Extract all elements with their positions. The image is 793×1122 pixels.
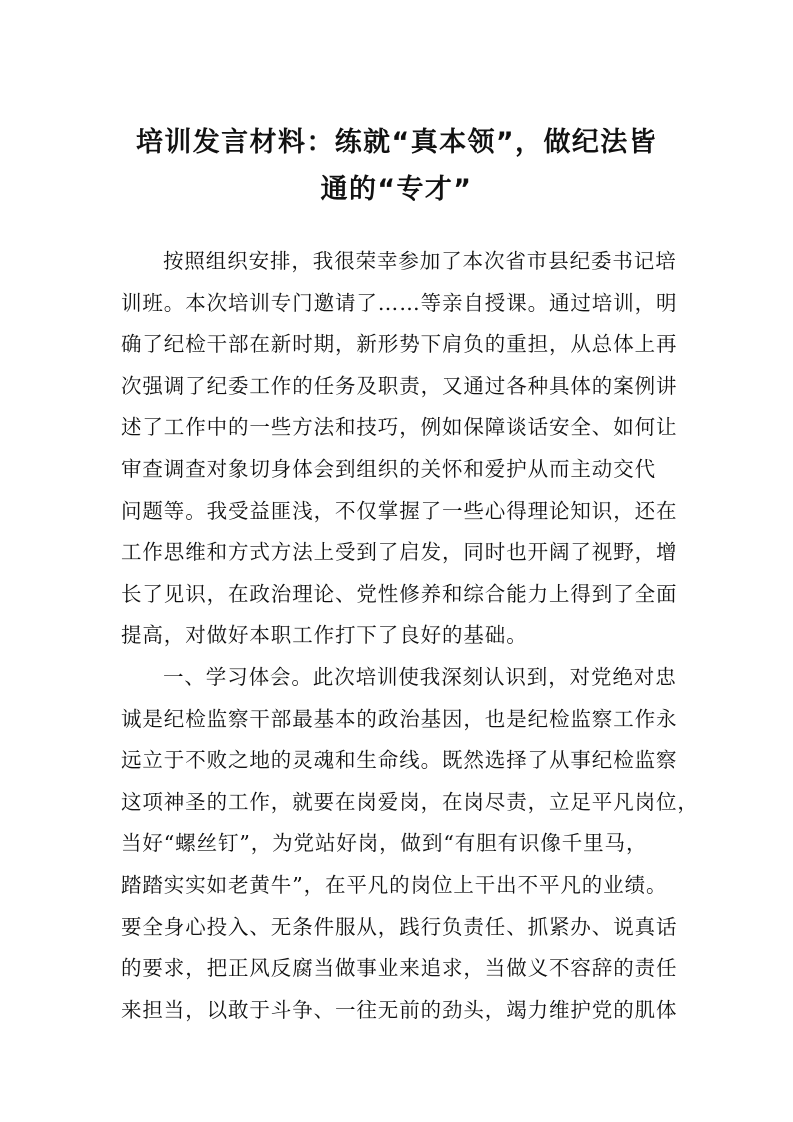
paragraph-section-1	[121, 657, 699, 1031]
text-line: 来担当，以敢于斗争、一往无前的劲头，竭力维护党的肌体	[121, 997, 678, 1022]
text-line: 按照组织安排，我很荣幸参加了本次省市县纪委书记培	[163, 249, 677, 273]
text-line: 一、学习体会。此次培训使我深刻认识到，对党绝对忠	[163, 664, 677, 689]
text-line: 工作思维和方式方法上受到了启发，同时也开阔了视野，增	[121, 540, 678, 565]
text-line: 次强调了纪委工作的任务及职责，又通过各种具体的案例讲	[121, 373, 678, 398]
text-line: 要全身心投入、无条件服从，践行负责任、抓紧办、说真话	[121, 914, 678, 939]
text-line: 远立于不败之地的灵魂和生命线。既然选择了从事纪检监察	[121, 748, 678, 773]
text-line: 诚是纪检监察干部最基本的政治基因，也是纪检监察工作永	[121, 706, 678, 731]
text-line: 确了纪检干部在新时期，新形势下肩负的重担，从总体上再	[121, 332, 678, 357]
text-line: 问题等。我受益匪浅，不仅掌握了一些心得理论知识，还在	[121, 498, 678, 523]
paragraph-intro	[121, 241, 691, 657]
title-line: 培训发言材料：练就“真本领”，做纪法皆	[135, 127, 658, 158]
text-line: 审查调查对象切身体会到组织的关怀和爱护从而主动交代	[121, 456, 656, 481]
text-line: 长了见识，在政治理论、党性修养和综合能力上得到了全面	[121, 581, 678, 606]
text-line: 训班。本次培训专门邀请了……等亲自授课。通过培训，明	[121, 290, 678, 315]
text-line: 这项神圣的工作，就要在岗爱岗，在岗尽责，立足平凡岗位，	[121, 789, 699, 814]
title-line: 通的“专才”	[320, 174, 473, 205]
document-body	[121, 241, 699, 1031]
text-line: 述了工作中的一些方法和技巧，例如保障谈话安全、如何让	[121, 415, 678, 440]
document-title	[0, 119, 793, 213]
text-line: 踏踏实实如老黄牛”，在平凡的岗位上干出不平凡的业绩。	[121, 872, 668, 897]
text-line: 提高，对做好本职工作打下了良好的基础。	[121, 623, 528, 648]
text-line: 当好“螺丝钉”，为党站好岗，做到“有胆有识像千里马，	[121, 831, 648, 856]
text-line: 的要求，把正风反腐当做事业来追求，当做义不容辞的责任	[121, 956, 678, 981]
